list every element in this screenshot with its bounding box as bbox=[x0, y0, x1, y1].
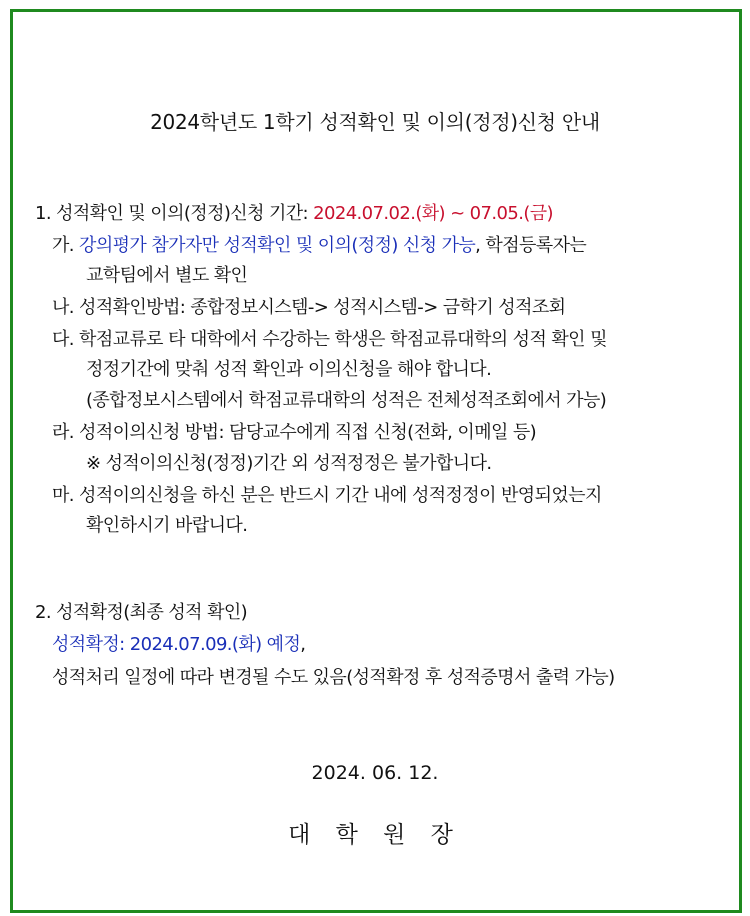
section2-heading: 2. 성적확정(최종 성적 확인) bbox=[35, 602, 248, 623]
item-ga-highlight: 강의평가 참가자만 성적확인 및 이의(정정) 신청 가능 bbox=[79, 235, 476, 256]
section1-heading bbox=[35, 203, 553, 225]
item-ga bbox=[52, 235, 586, 257]
confirm-date: 성적확정: 2024.07.09.(화) 예정 bbox=[52, 634, 301, 655]
item-ga-line2: 교학팀에서 별도 확인 bbox=[86, 265, 248, 286]
item-da-line2: 정정기간에 맞춰 성적 확인과 이의신청을 해야 합니다. bbox=[86, 359, 492, 380]
issue-date: 2024. 06. 12. bbox=[311, 762, 439, 784]
item-ga-marker: 가. bbox=[52, 235, 80, 256]
item-ma-line1: 마. 성적이의신청을 하신 분은 반드시 기간 내에 성적정정이 반영되었는지 bbox=[52, 485, 602, 506]
confirm-suffix: , bbox=[300, 634, 306, 655]
section1-heading-label: 1. 성적확인 및 이의(정정)신청 기간: bbox=[35, 203, 314, 224]
section2-confirm bbox=[52, 634, 305, 656]
item-ma-line2: 확인하시기 바랍니다. bbox=[86, 515, 248, 536]
item-ga-rest: , 학점등록자는 bbox=[475, 235, 587, 256]
section2-note: 성적처리 일정에 따라 변경될 수도 있음(성적확정 후 성적증명서 출력 가능) bbox=[52, 667, 615, 688]
notice-title: 2024학년도 1학기 성적확인 및 이의(정정)신청 안내 bbox=[150, 110, 600, 134]
item-da-line3: (종합정보시스템에서 학점교류대학의 성적은 전체성적조회에서 가능) bbox=[86, 390, 607, 411]
item-na: 나. 성적확인방법: 종합정보시스템-> 성적시스템-> 금학기 성적조회 bbox=[52, 297, 566, 318]
issuer-signature: 대 학 원 장 bbox=[288, 822, 462, 848]
item-ra: 라. 성적이의신청 방법: 담당교수에게 직접 신청(전화, 이메일 등) bbox=[52, 422, 537, 443]
item-ra-note: ※ 성적이의신청(정정)기간 외 성적정정은 불가합니다. bbox=[86, 453, 492, 474]
item-da-line1: 다. 학점교류로 타 대학에서 수강하는 학생은 학점교류대학의 성적 확인 및 bbox=[52, 329, 607, 350]
section1-period: 2024.07.02.(화) ~ 07.05.(금) bbox=[313, 203, 553, 224]
